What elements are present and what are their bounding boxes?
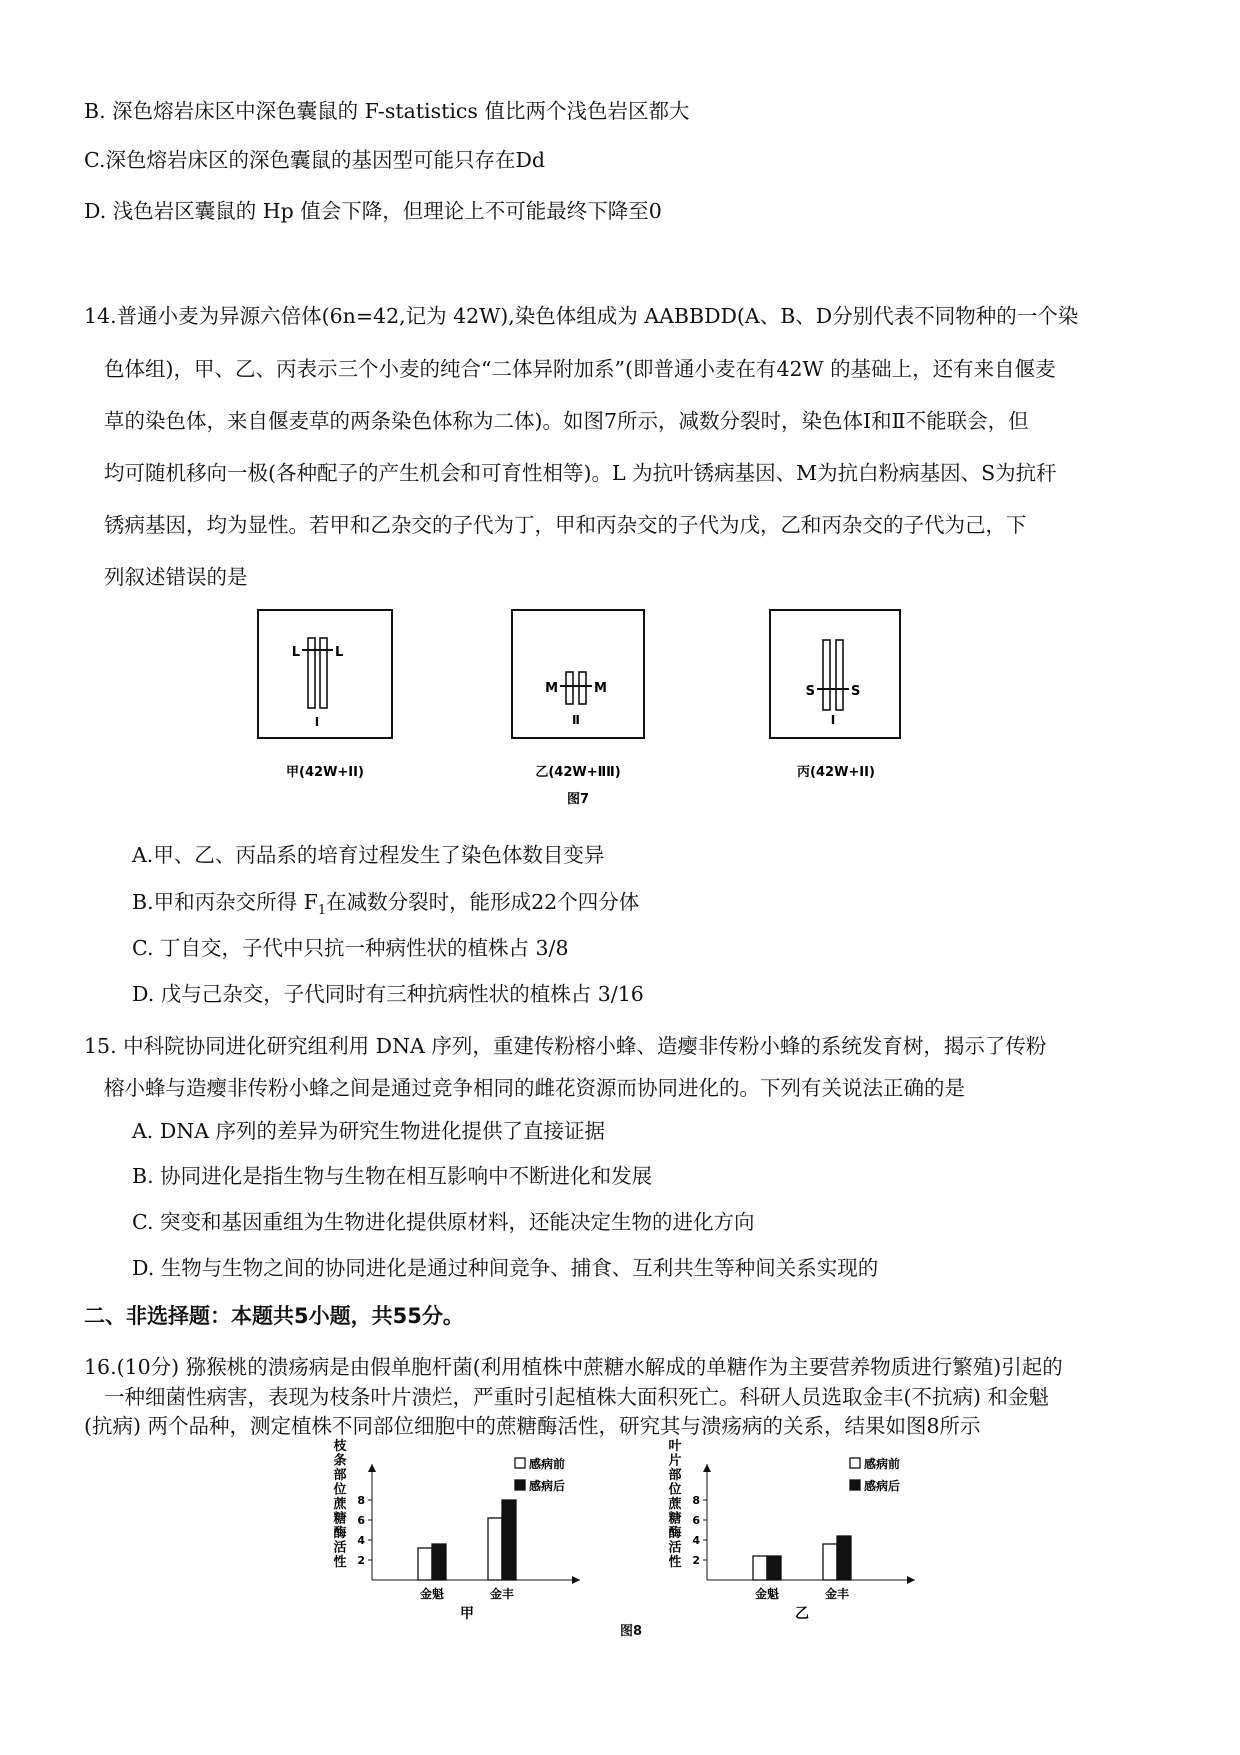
chart-yi — [665, 1439, 965, 1638]
figure-7 — [240, 606, 940, 806]
chromosome-label: Ⅰ — [314, 715, 320, 729]
legend-label: 感病前 — [864, 1457, 901, 1471]
x-axis-arrow — [907, 1576, 915, 1584]
y-axis-label-char: 活 — [668, 1540, 682, 1556]
q15-stem-line: 15. 中科院协同进化研究组利用 DNA 序列，重建传粉榕小蜂、造瘿非传粉小蜂的系统发育树，揭示了传粉 — [84, 1034, 1047, 1058]
subscript: 1 — [317, 903, 327, 919]
panel-label: 丙(42W+ⅠⅠ) — [797, 765, 875, 780]
y-axis-label-char: 叶 — [668, 1439, 682, 1454]
q13-option-b: B. 深色熔岩床区中深色囊鼠的 F-statistics 值比两个浅色岩区都大 — [84, 99, 690, 123]
y-axis-arrow — [703, 1464, 711, 1472]
gene-label: S — [851, 684, 861, 699]
q16-stem-line: 一种细菌性病害，表现为枝条叶片溃烂，严重时引起植株大面积死亡。科研人员选取金丰(不抗病) 和金魁 — [104, 1385, 1050, 1409]
y-tick-label: 8 — [357, 1494, 365, 1507]
gene-label: L — [291, 645, 300, 660]
legend-swatch — [850, 1480, 860, 1490]
q14-option-b — [132, 892, 639, 917]
q13-option-d: D. 浅色岩区囊鼠的 Hp 值会下降，但理论上不可能最终下降至0 — [84, 199, 662, 223]
y-axis-label-char: 活 — [333, 1540, 347, 1556]
y-axis-label-char: 糖 — [333, 1511, 347, 1527]
q14-option-b-text: 在减数分裂时，能形成22个四分体 — [326, 890, 640, 914]
bar — [823, 1544, 837, 1580]
bar — [432, 1544, 446, 1580]
q14-option-a: A.甲、乙、丙品系的培育过程发生了染色体数目变异 — [132, 843, 605, 867]
q15-option-b: B. 协同进化是指生物与生物在相互影响中不断进化和发展 — [132, 1164, 653, 1188]
bar — [767, 1556, 781, 1580]
legend-label: 感病前 — [529, 1457, 566, 1471]
bar — [837, 1536, 851, 1580]
legend-label: 感病后 — [864, 1479, 901, 1493]
x-axis-arrow — [572, 1576, 580, 1584]
q16-stem-line: 16.(10分) 猕猴桃的溃疡病是由假单胞杆菌(利用植株中蔗糖水解成的单糖作为主要营养物质进行繁殖)引起的 — [84, 1355, 1063, 1379]
y-axis-label-char: 部 — [333, 1468, 347, 1483]
y-axis-label-char: 部 — [668, 1468, 682, 1483]
q13-option-c: C.深色熔岩床区的深色囊鼠的基因型可能只存在Dd — [84, 148, 546, 172]
y-axis-label-char: 性 — [333, 1555, 347, 1570]
q14-option-b-text: B.甲和丙杂交所得 F — [132, 890, 318, 914]
chromosome-label: Ⅰ — [830, 713, 836, 727]
y-axis-label-char: 位 — [333, 1482, 347, 1498]
q14-option-c: C. 丁自交，子代中只抗一种病性状的植株占 3/8 — [132, 936, 569, 960]
figure-8-caption: 图8 — [620, 1624, 643, 1639]
chart-title: 甲 — [460, 1606, 474, 1622]
q14-stem-line: 列叙述错误的是 — [104, 565, 248, 589]
figure-7-panel-yi — [512, 610, 644, 780]
q15-option-c: C. 突变和基因重组为生物进化提供原材料，还能决定生物的进化方向 — [132, 1210, 755, 1234]
y-tick-label: 4 — [692, 1534, 700, 1547]
q14-stem-line: 锈病基因，均为显性。若甲和乙杂交的子代为丁，甲和丙杂交的子代为戊，乙和丙杂交的子代为己，下 — [104, 513, 1027, 537]
gene-label: M — [545, 681, 558, 696]
y-axis-arrow — [368, 1464, 376, 1472]
q15-option-a: A. DNA 序列的差异为研究生物进化提供了直接证据 — [132, 1119, 606, 1143]
x-tick-label: 金魁 — [754, 1587, 780, 1601]
y-axis-label-char: 片 — [668, 1453, 682, 1469]
gene-label: L — [335, 645, 344, 660]
y-tick-label: 2 — [692, 1554, 700, 1567]
y-tick-label: 8 — [692, 1494, 700, 1507]
x-tick-label: 金丰 — [824, 1587, 850, 1601]
q15-option-d: D. 生物与生物之间的协同进化是通过种间竞争、捕食、互利共生等种间关系实现的 — [132, 1256, 879, 1280]
q16-stem-line: (抗病) 两个品种，测定植株不同部位细胞中的蔗糖酶活性，研究其与溃疡病的关系，结果如图8所示 — [84, 1414, 981, 1438]
x-tick-label: 金丰 — [489, 1587, 515, 1601]
y-tick-label: 6 — [357, 1514, 365, 1527]
y-axis-label-char: 位 — [668, 1482, 682, 1498]
figure-7-caption: 图7 — [566, 792, 590, 807]
q14-stem-line: 14.普通小麦为异源六倍体(6n=42,记为 42W),染色体组成为 AABBDD(A、B、D分别代表不同物种的一个染 — [84, 304, 1079, 328]
bar — [488, 1518, 502, 1580]
legend-label: 感病后 — [529, 1479, 566, 1493]
gene-label: M — [594, 681, 607, 696]
figure-7-panel-jia — [258, 610, 392, 780]
q14-stem-line: 草的染色体，来自偃麦草的两条染色体称为二体)。如图7所示，减数分裂时，染色体Ⅰ和Ⅱ不能联会，但 — [104, 409, 1029, 433]
x-tick-label: 金魁 — [419, 1587, 445, 1601]
figure-7-panel-bing — [770, 610, 900, 780]
bar — [418, 1548, 432, 1580]
bar — [753, 1556, 767, 1580]
bar — [502, 1500, 516, 1580]
y-axis-label-char: 枝 — [333, 1439, 347, 1454]
panel-label: 乙(42W+ⅡⅡ) — [535, 765, 621, 780]
y-tick-label: 4 — [357, 1534, 365, 1547]
legend-swatch — [850, 1458, 860, 1468]
y-axis-label-char: 蔗 — [333, 1497, 347, 1512]
legend-swatch — [515, 1480, 525, 1490]
q14-stem-line: 色体组)，甲、乙、丙表示三个小麦的纯合“二体异附加系”(即普通小麦在有42W 的基础上，还有来自偃麦 — [104, 357, 1056, 381]
chromosome-label: Ⅱ — [572, 713, 580, 727]
y-tick-label: 2 — [357, 1554, 365, 1567]
y-axis-label-char: 糖 — [668, 1511, 682, 1527]
y-axis-label-char: 性 — [668, 1555, 682, 1570]
q14-option-d: D. 戊与己杂交，子代同时有三种抗病性状的植株占 3/16 — [132, 982, 644, 1006]
y-axis-label-char: 条 — [333, 1453, 347, 1469]
y-axis-label-char: 酶 — [333, 1526, 347, 1541]
panel-label: 甲(42W+ⅠⅠ) — [286, 765, 364, 780]
q14-stem-line: 均可随机移向一极(各种配子的产生机会和可育性相等)。L 为抗叶锈病基因、M为抗白粉病基因、S为抗秆 — [104, 461, 1057, 485]
q15-stem-line: 榕小蜂与造瘿非传粉小蜂之间是通过竞争相同的雌花资源而协同进化的。下列有关说法正确的是 — [104, 1076, 965, 1100]
y-tick-label: 6 — [692, 1514, 700, 1527]
section-heading: 二、非选择题：本题共5小题，共55分。 — [84, 1304, 464, 1328]
gene-label: S — [805, 684, 815, 699]
chart-title: 乙 — [795, 1606, 809, 1622]
y-axis-label-char: 蔗 — [668, 1497, 682, 1512]
legend-swatch — [515, 1458, 525, 1468]
chart-jia — [330, 1439, 630, 1638]
y-axis-label-char: 酶 — [668, 1526, 682, 1541]
